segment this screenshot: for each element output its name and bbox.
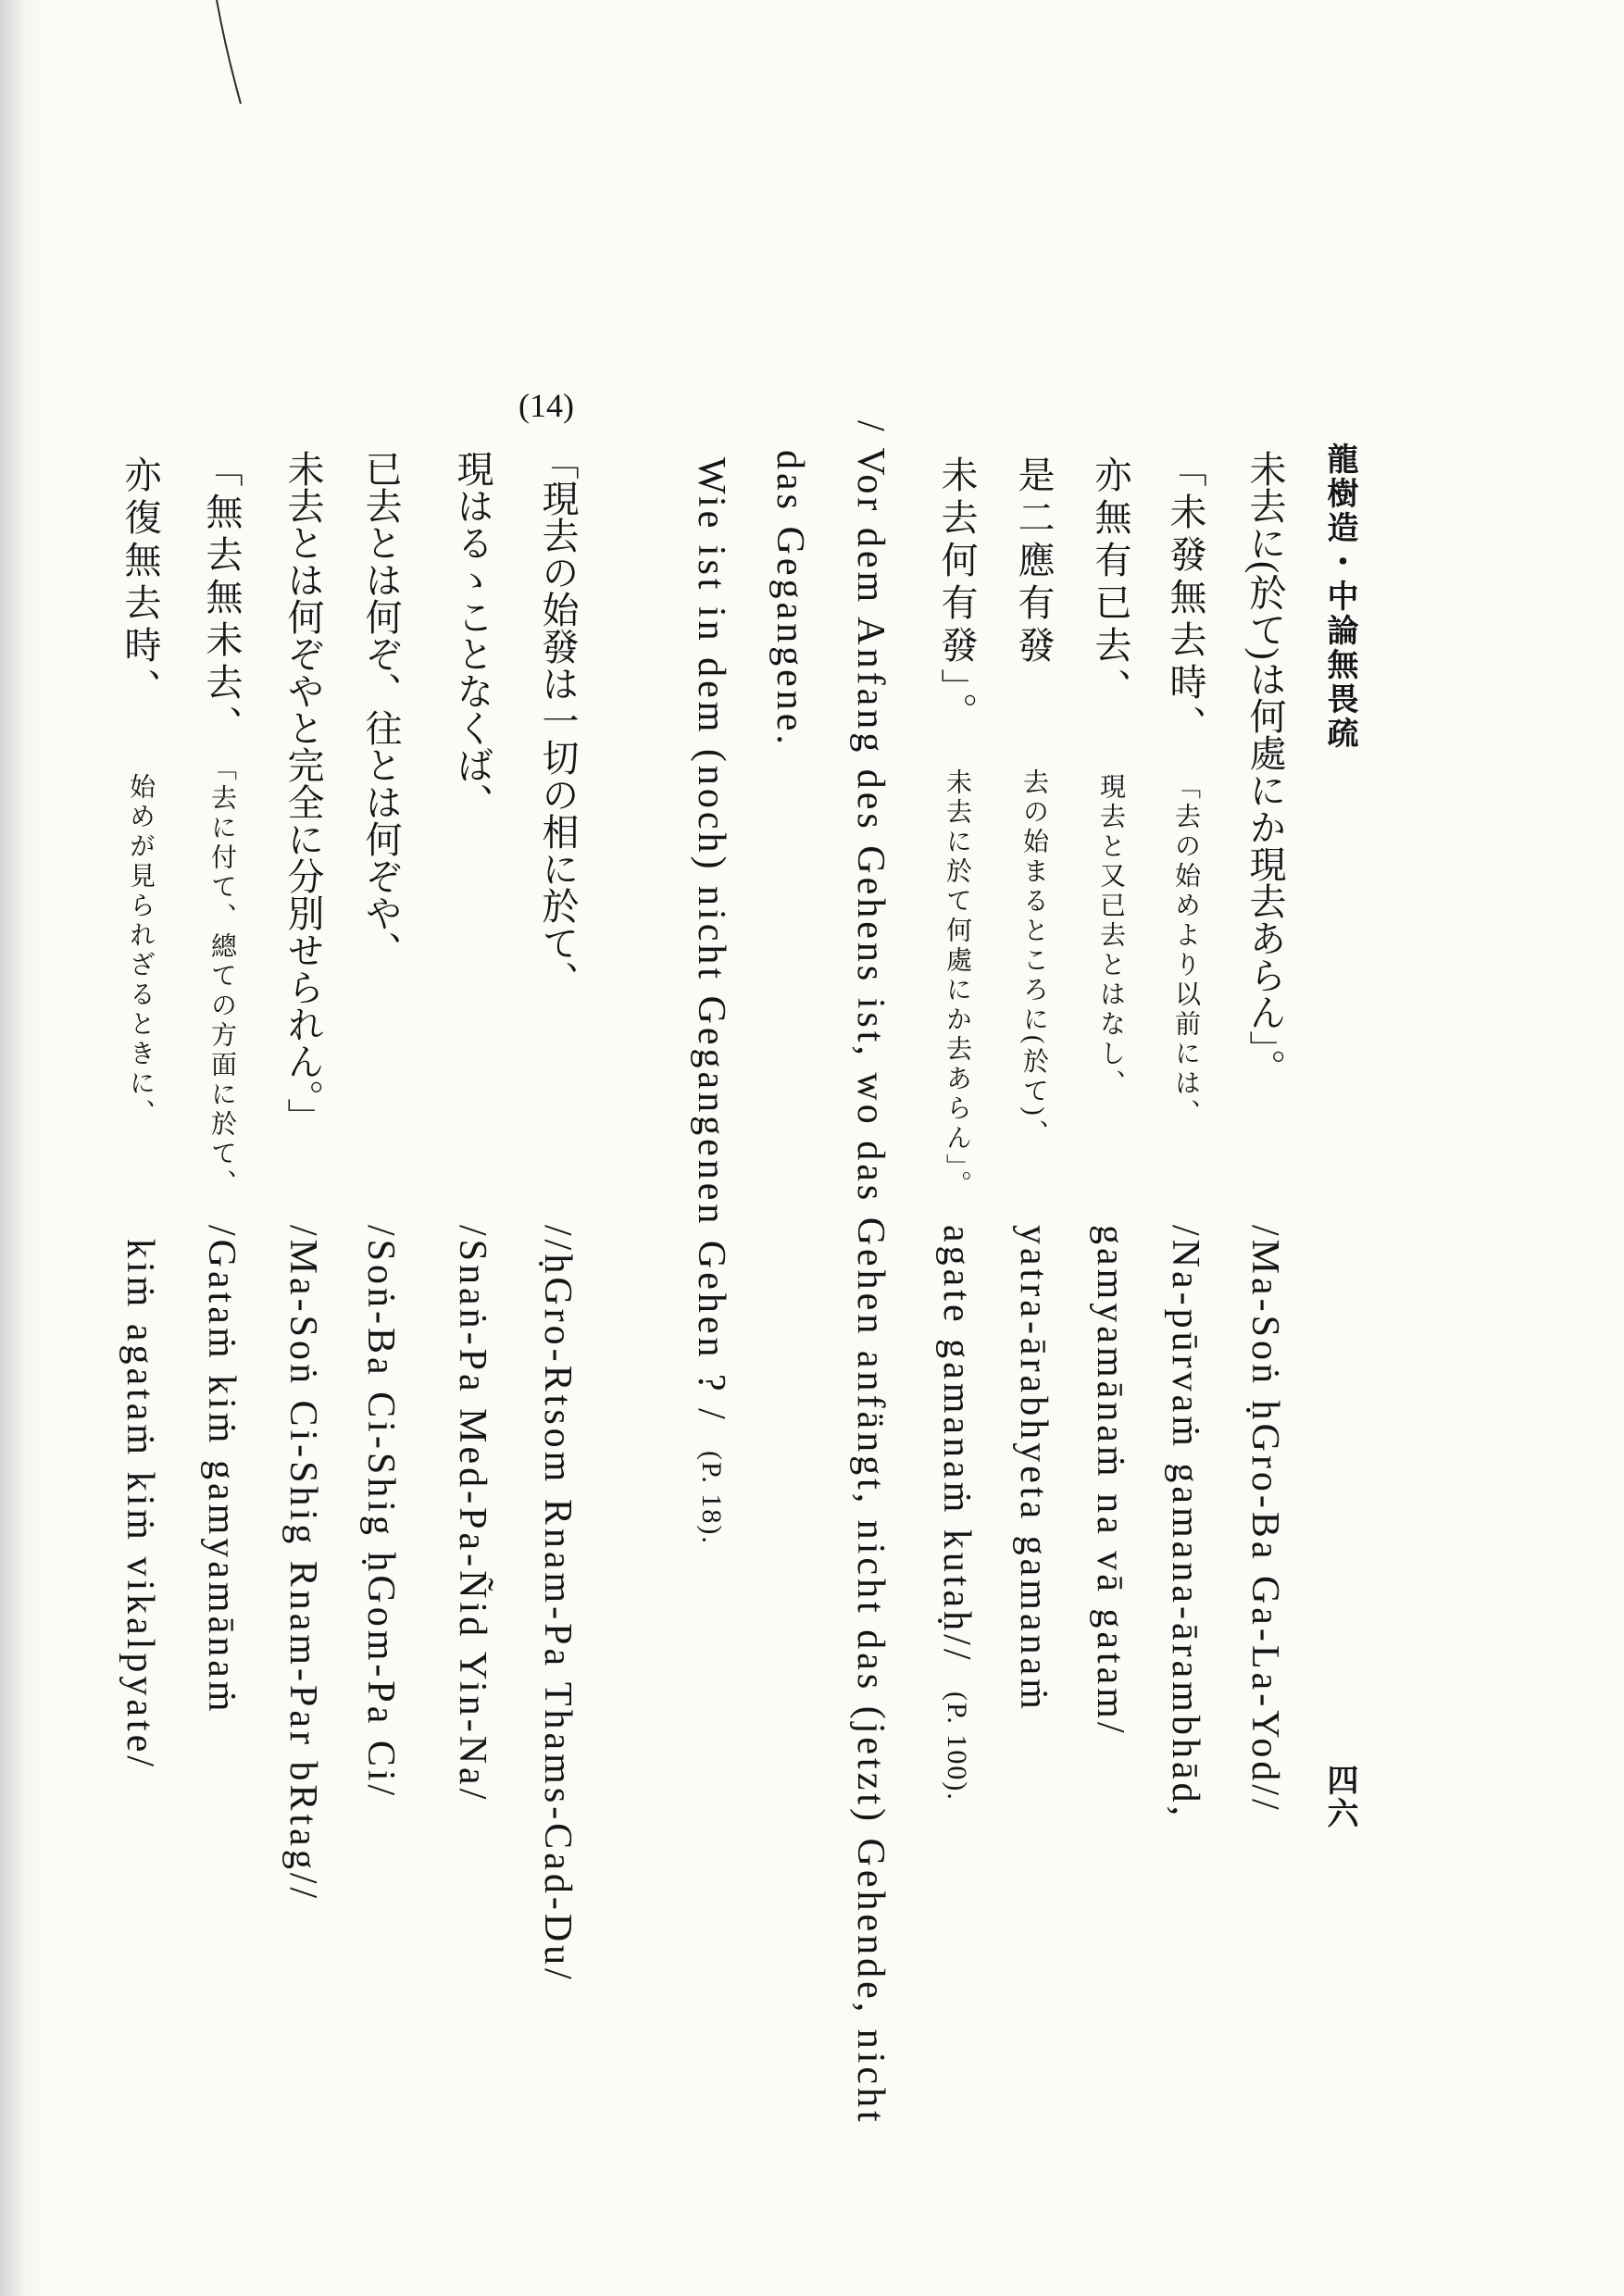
- verse-chinese-line: 「未發無去時、: [1165, 450, 1206, 748]
- prose-japanese: 未去とは何ぞやと完全に分別せられん。」: [282, 450, 324, 1135]
- verse-gloss: 未去に於て何處にか去あらん」。: [943, 768, 971, 1200]
- prose-tibetan: //ḥGro-Rtsom Rnam-Pa Thams-Cad-Du/: [536, 1225, 579, 1983]
- german-line: / Vor dem Anfang des Gehens ist, wo das Gehen anfängt, nicht das (jetzt) Gehende, nicht: [849, 420, 892, 2126]
- scan-edge-shadow: [0, 0, 43, 2296]
- prose-japanese: 現はるゝことなくば、: [452, 450, 493, 820]
- verse-sanskrit-line: [929, 1225, 984, 1801]
- verse-gloss: 現去と又已去とはなし、: [1096, 773, 1125, 1099]
- prose-japanese: 已去とは何ぞ、往とは何ぞや、: [360, 450, 402, 968]
- verse-sanskrit: /Na-pūrvaṁ gamana-ārambhād,: [1164, 1225, 1206, 1820]
- verse-gloss: 去の始まるところに(於て)、: [1019, 768, 1048, 1149]
- prose-japanese: 「現去の始發は一切の相に於て、: [537, 443, 579, 998]
- verse-chinese-line: 亦復無去時、: [119, 455, 161, 711]
- verse-sanskrit: agate gamanaṁ kutaḥ//: [935, 1225, 978, 1664]
- verse-gloss: 「去の始めより以前には、: [1171, 773, 1200, 1129]
- german-line-with-reference: [683, 457, 739, 1545]
- prose-japanese: 未去に(於て)は何處にか現去あらん」。: [1244, 450, 1286, 1086]
- verse-sanskrit: kiṁ agataṁ kiṁ vikalpyate/: [119, 1239, 161, 1771]
- verse-chinese-line: 「無去無未去、: [201, 450, 243, 748]
- page-number: 四六: [1322, 1764, 1356, 1830]
- prose-tibetan: /Snaṅ-Pa Med-Pa-Ñid Yin-Na/: [451, 1225, 493, 1803]
- verse-sanskrit: /Gataṁ kiṁ gamyamānaṁ: [200, 1225, 243, 1716]
- verse-chinese-line: 亦無有已去、: [1090, 455, 1131, 711]
- scan-mark: [204, 0, 259, 111]
- verse-sanskrit: gamyamānaṁ na vā gatam/: [1089, 1225, 1131, 1737]
- prose-tibetan: /Ma-Soṅ Ci-Shig Rnam-Par bRtag//: [281, 1225, 324, 1903]
- german-line: das Gegangene.: [768, 450, 811, 748]
- page-reference: (P. 18).: [696, 1450, 727, 1545]
- verse-sanskrit: yatra-ārabhyeta gamanaṁ: [1012, 1225, 1055, 1713]
- prose-tibetan: /Soṅ-Ba Ci-Shig ḥGom-Pa Ci/: [359, 1225, 402, 1800]
- verse-chinese-line: 是二應有發: [1013, 455, 1055, 668]
- verse-gloss: 「去に付て、總ての方面に於て、: [207, 755, 236, 1199]
- running-header: 龍樹造・中論無畏疏: [1322, 443, 1356, 751]
- prose-tibetan: /Ma-Soṅ ḥGro-Ba Ga-La-Yod//: [1243, 1225, 1286, 1814]
- german-line: Wie ist in dem (noch) nicht Gegangenen Gehen ? /: [690, 457, 732, 1423]
- verse-chinese-line: 未去何有發」。: [936, 455, 978, 735]
- page-reference: (P. 100).: [942, 1691, 972, 1802]
- verse-gloss: 始めが見られざるときに、: [126, 773, 155, 1129]
- verse-number: (14): [518, 387, 574, 424]
